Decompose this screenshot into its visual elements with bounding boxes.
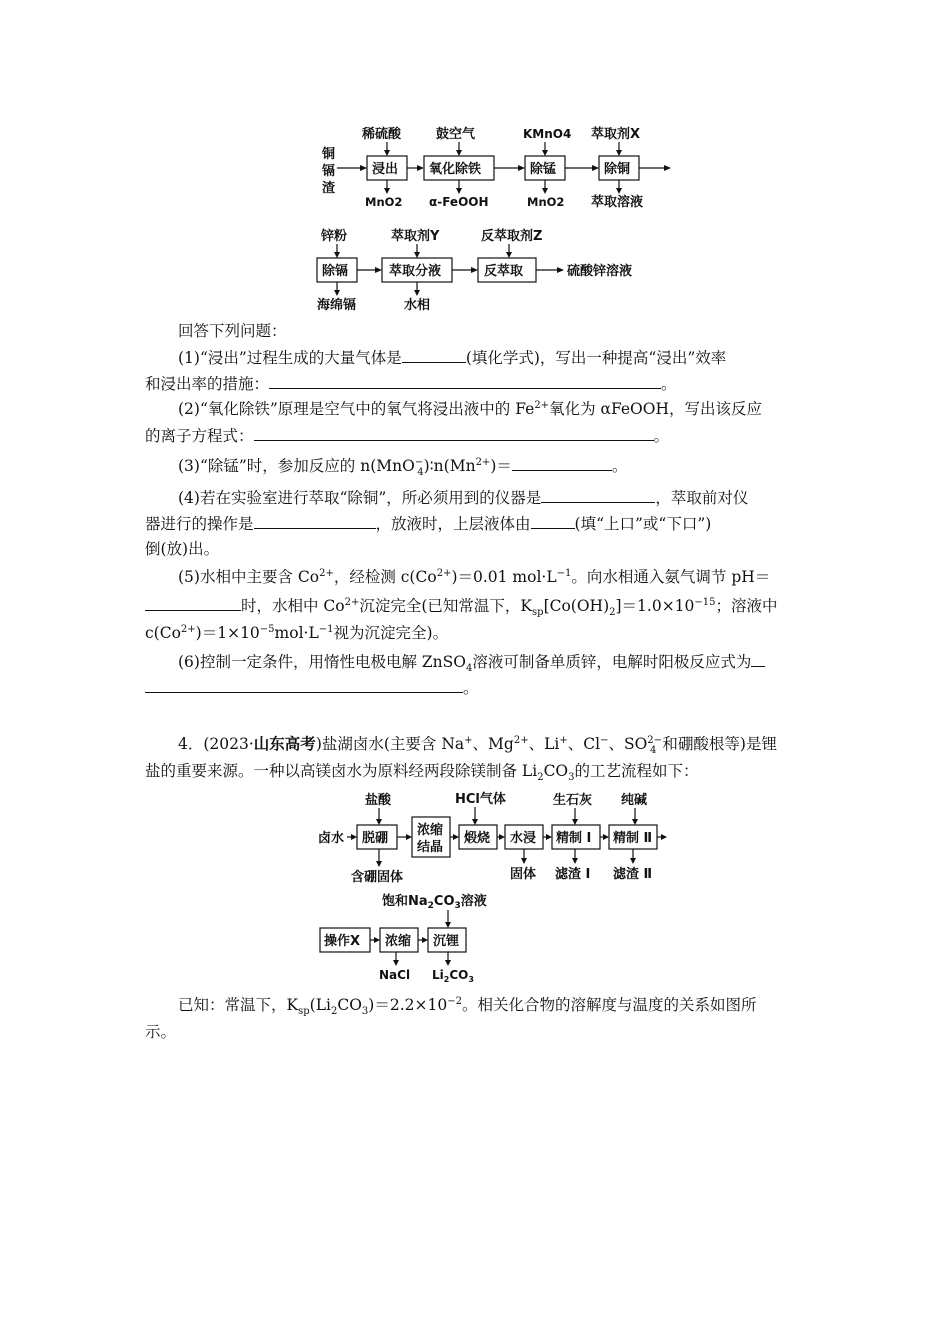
intro: 回答下列问题： <box>178 322 287 340</box>
flow2-product: 含硼固体 <box>351 870 404 885</box>
flow1-step: 浸出 <box>372 162 399 177</box>
q3-part6-cont: 。 <box>145 676 479 699</box>
flow1-reagent: 稀硫酸 <box>362 127 402 142</box>
answer-blank[interactable] <box>531 512 575 529</box>
q3-part4: (4)若在实验室进行萃取“除铜”，所必须用到的仪器是 ，萃取前对仪 <box>178 486 748 509</box>
flow2-step: 精制 Ⅱ <box>613 831 653 846</box>
flow2-step-b: 结晶 <box>417 840 444 855</box>
q3-part1-cont: 和浸出率的措施： 。 <box>145 372 677 395</box>
flow1-product2: 海绵镉 <box>317 298 357 313</box>
answer-blank[interactable] <box>145 676 463 693</box>
q3-part5-cont: 时，水相中 $Co^{2+}$沉淀完全(已知常温下，$K_{sp}[Co(OH)_2]=1.0\times 10^{-15}$；溶液中 <box>145 594 778 617</box>
flow1-step: 氧化除铁 <box>429 162 482 177</box>
flow1-step2: 萃取分液 <box>389 264 442 279</box>
answer-blank[interactable] <box>751 650 765 667</box>
q3-part2-cont: 的离子方程式： 。 <box>145 424 669 447</box>
flow1-reagent2: 萃取剂Y <box>391 229 440 244</box>
flow2-step: 精制 Ⅰ <box>556 831 592 846</box>
q3-part4-cont: 器进行的操作是 ，放液时，上层液体由 (填“上口”或“下口”) <box>145 512 711 535</box>
flow2-step: 水浸 <box>510 831 537 846</box>
q4-known-cont: 示。 <box>145 1023 177 1041</box>
flow2-product: 滤渣 Ⅱ <box>613 867 653 882</box>
flow1-reagent: 鼓空气 <box>436 127 476 142</box>
q4-stem-cont: 盐的重要来源。一种以高镁卤水为原料经两段除镁制备 $Li_2CO_3$的工艺流程如下： <box>145 762 699 784</box>
q4-known: 已知：常温下，$K_{sp}(Li_2CO_3)=2.2\times 10^{-2}$。相关化合物的溶解度与温度的关系如图所 <box>178 995 757 1018</box>
flow1-product: α-FeOOH <box>429 195 489 209</box>
flowchart-1 <box>315 120 685 320</box>
flow1-source-1: 铜 <box>322 147 336 162</box>
flow2-reagent: 生石灰 <box>553 793 593 808</box>
flow1-source-3: 渣 <box>322 181 336 196</box>
flow2-product2: NaCl <box>379 968 411 982</box>
flow1-reagent2: 锌粉 <box>321 229 348 244</box>
flow1-reagent: 萃取剂X <box>591 127 641 142</box>
flowchart-2 <box>315 786 675 986</box>
flow1-step2: 反萃取 <box>484 264 524 279</box>
flow2-product: 滤渣 Ⅰ <box>555 867 591 882</box>
flow2-reagent: 盐酸 <box>365 793 392 808</box>
answer-blank[interactable] <box>402 346 466 363</box>
flow2-product: 固体 <box>510 867 537 882</box>
q3-part5: (5)水相中主要含 $Co^{2+}$，经检测 $c(Co^{2+})=0.01$ $mol\cdot L^{-1}$。向水相通入氨气调节 pH＝ <box>178 567 771 586</box>
flow1-source-2: 镉 <box>322 164 336 179</box>
q3-part1: (1)“浸出”过程生成的大量气体是 (填化学式)，写出一种提高“浸出”效率 <box>178 346 726 369</box>
answer-blank[interactable] <box>145 594 241 611</box>
answer-blank[interactable] <box>269 372 661 389</box>
flow1-reagent2: 反萃取剂Z <box>481 229 543 244</box>
answer-blank[interactable] <box>541 486 655 503</box>
flow2-reagent: 纯碱 <box>621 793 648 808</box>
flow1-step2: 除镉 <box>322 264 349 279</box>
flow1-reagent: KMnO4 <box>523 127 572 141</box>
q3-part4-end: 倒(放)出。 <box>145 540 220 558</box>
flow1-final: 硫酸锌溶液 <box>567 264 633 279</box>
flow1-step: 除锰 <box>530 162 557 177</box>
flow2-product2: $Li_2CO_3$ <box>432 968 474 984</box>
q4-stem: 4．(2023·山东高考)盐湖卤水(主要含 Na+、$Mg^{2+}$、Li+、Cl−、$SO^{2-}_4$ 和硼酸根等)是锂 <box>178 734 777 757</box>
flow2-source: 卤水 <box>318 831 345 846</box>
flow2-step-a: 浓缩 <box>417 823 444 838</box>
flow2-step2: 浓缩 <box>385 934 412 949</box>
flow2-reagent: HCl气体 <box>455 792 506 807</box>
flow2-step2: 沉锂 <box>433 934 460 949</box>
q3-part5-end: $c(Co^{2+})=1\times 10^{-5}mol\cdot L^{-1}$视为沉淀完全)。 <box>145 623 449 642</box>
answer-blank[interactable] <box>254 512 376 529</box>
flow1-product2: 水相 <box>404 298 431 313</box>
answer-blank[interactable] <box>254 424 654 441</box>
flow2-step: 脱硼 <box>362 831 389 846</box>
flow1-product: 萃取溶液 <box>591 195 644 210</box>
flow1-product: MnO2 <box>365 195 403 209</box>
flow2-step: 煅烧 <box>464 831 491 846</box>
q3-part6: (6)控制一定条件，用惰性电极电解 ZnSO$_4$溶液可制备单质锌，电解时阳极反应式为 <box>178 650 765 673</box>
flow2-step2: 操作X <box>324 934 361 949</box>
q3-part3: (3)“除锰”时，参加反应的 $n(MnO^-_4)∶n(Mn^{2+})=$ 。 <box>178 454 627 477</box>
q3-part2: (2)“氧化除铁”原理是空气中的氧气将浸出液中的 $Fe^{2+}$氧化为 αFeOOH，写出该反应 <box>178 399 762 418</box>
flow1-product: MnO2 <box>527 195 565 209</box>
flow2-reagent2: 饱和$Na_2CO_3$溶液 <box>382 894 487 911</box>
answer-blank[interactable] <box>512 454 612 471</box>
flow1-step: 除铜 <box>604 162 631 177</box>
